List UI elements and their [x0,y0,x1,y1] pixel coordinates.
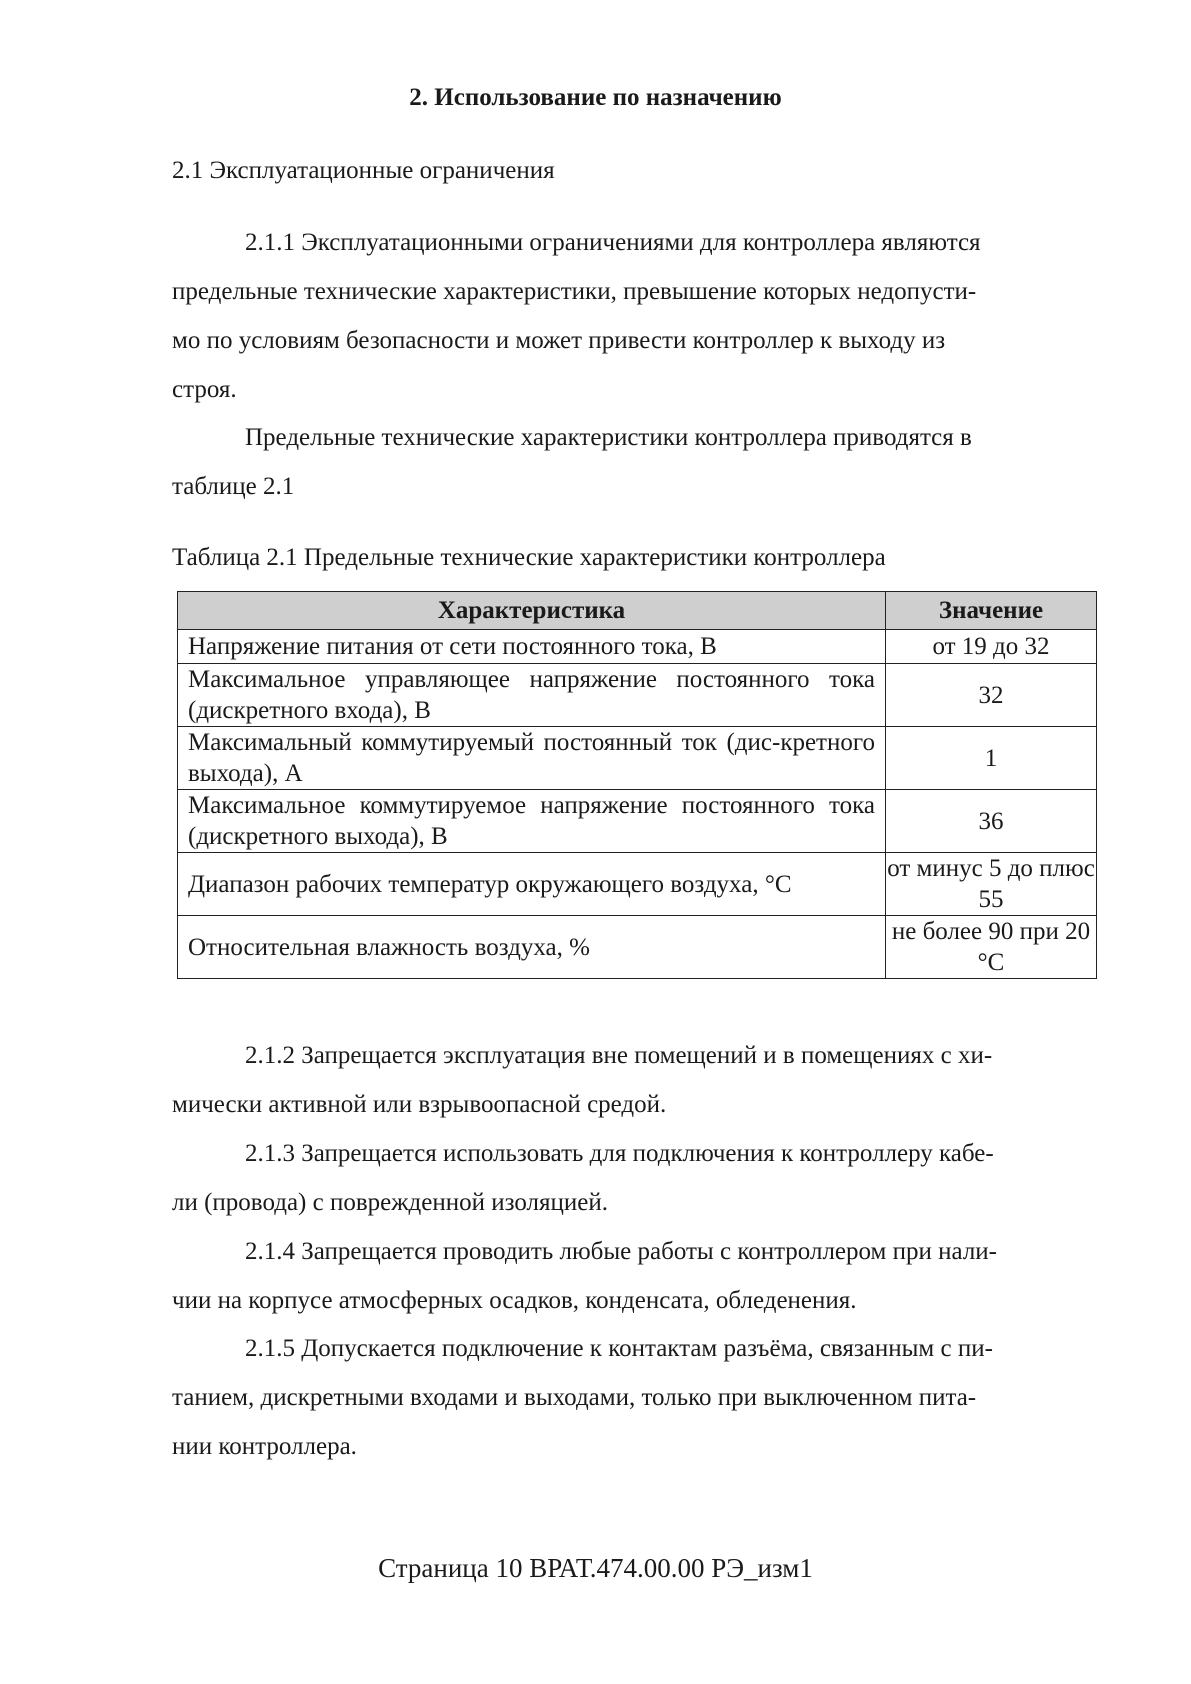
cell-characteristic: Диапазон рабочих температур окружающего воздуха, °С [178,853,886,916]
paragraph-2-1-4-line: 2.1.4 Запрещается проводить любые работы с контроллером при нали- [245,1238,998,1265]
cell-characteristic: Относительная влажность воздуха, % [178,916,886,979]
cell-characteristic: Максимальное коммутируемое напряжение постоянного тока (дискретного выхода), В [178,790,886,853]
table-row [178,630,1097,664]
table-caption: Таблица 2.1 Предельные технические характеристики контроллера [172,544,886,571]
cell-value: от минус 5 до плюс 55 [886,853,1097,916]
header-value: Значение [886,592,1097,630]
paragraph-2-1-3-line: ли (провода) с поврежденной изоляцией. [172,1189,608,1216]
cell-characteristic: Напряжение питания от сети постоянного тока, В [178,630,886,664]
paragraph-2-1-1-line: мо по условиям безопасности и может привести контроллер к выходу из [172,327,946,354]
table-row [178,790,1097,853]
specs-table [177,591,1097,979]
paragraph-table-ref-line: таблице 2.1 [172,473,295,500]
header-characteristic: Характеристика [178,592,886,630]
table-row [178,664,1097,727]
cell-value: от 19 до 32 [886,630,1097,664]
cell-value: 36 [886,790,1097,853]
paragraph-2-1-2-line: мически активной или взрывоопасной средой. [172,1091,667,1118]
paragraph-2-1-2-line: 2.1.2 Запрещается эксплуатация вне помещений и в помещениях с хи- [245,1042,993,1069]
paragraph-2-1-5-line: нии контроллера. [172,1433,357,1460]
paragraph-2-1-1-line: строя. [172,376,237,403]
table-row [178,727,1097,790]
paragraph-2-1-5-line: 2.1.5 Допускается подключение к контактам разъёма, связанным с пи- [245,1335,993,1362]
cell-characteristic: Максимальный коммутируемый постоянный ток (дис-кретного выхода), А [178,727,886,790]
cell-value: не более 90 при 20 °С [886,916,1097,979]
page-footer: Страница 10 ВРАТ.474.00.00 РЭ_изм1 [378,1553,813,1583]
table-row [178,853,1097,916]
paragraph-2-1-5-line: танием, дискретными входами и выходами, только при выключенном пита- [172,1384,977,1411]
cell-characteristic: Максимальное управляющее напряжение постоянного тока (дискретного входа), В [178,664,886,727]
paragraph-2-1-1-line: 2.1.1 Эксплуатационными ограничениями для контроллера являются [245,229,981,256]
paragraph-table-ref-line: Предельные технические характеристики контроллера приводятся в [245,424,972,451]
paragraph-2-1-4-line: чии на корпусе атмосферных осадков, конденсата, обледенения. [172,1287,857,1314]
table-header-row [178,592,1097,630]
cell-value: 32 [886,664,1097,727]
section-title: 2. Использование по назначению [409,84,782,111]
table-row [178,916,1097,979]
subsection-heading: 2.1 Эксплуатационные ограничения [172,157,555,184]
paragraph-2-1-1-line: предельные технические характеристики, превышение которых недопусти- [172,278,977,305]
cell-value: 1 [886,727,1097,790]
paragraph-2-1-3-line: 2.1.3 Запрещается использовать для подключения к контроллеру кабе- [245,1140,994,1167]
